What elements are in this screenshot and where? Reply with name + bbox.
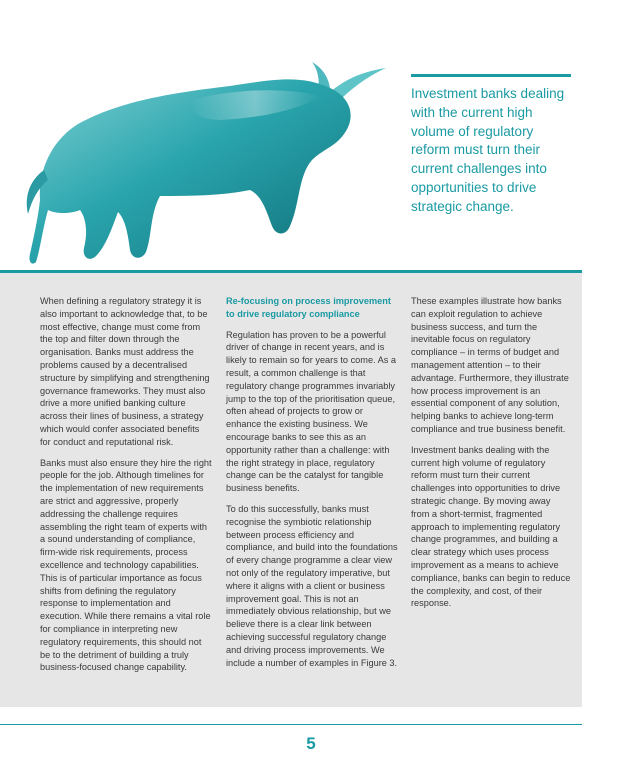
section-heading: Re-focusing on process improvement to drive regulatory compliance — [226, 296, 391, 319]
page-number: 5 — [306, 734, 316, 753]
text-column-1 — [40, 295, 212, 682]
paragraph: To do this successfully, banks must recognise the symbiotic relationship between process efficiency and compliance, and build into the foundations of every change programme a clear view not only of the regulatory imperative, but where it aligns with a client or business improvement goal. This is not an immediately obvious relationship, but we believe there is a clear link between achieving successful regulatory change and driving process improvements. We include a number of examples in Figure 3. — [226, 503, 398, 668]
paragraph: Regulation has proven to be a powerful driver of change in recent years, and is likely to remain so for years to come. As a result, a common challenge is that regulatory change programmes invariably jump to the top of the prioritisation queue, often ahead of projects to grow or enhance the existing business. We encourage banks to see this as an opportunity rather than a challenge: with the right strategy in place, regulatory change can be the catalyst for tangible business benefits. — [226, 329, 397, 494]
pull-quote-text: Investment banks dealing with the current high volume of regulatory reform must turn their current challenges into opportunities to drive strategic change. — [411, 86, 565, 214]
paragraph: These examples illustrate how banks can exploit regulation to achieve business success, and turn the inevitable focus on regulatory compliance – in terms of budget and management attention – to their advantage. Furthermore, they illustrate how process improvement is an essential component of any solution, helping banks to achieve long-term compliance and true business benefit. — [411, 296, 569, 434]
pull-quote-rule — [411, 74, 571, 77]
text-column-2 — [226, 295, 398, 677]
section-divider-bottom — [0, 724, 582, 725]
pull-quote — [411, 74, 571, 217]
text-column-3 — [411, 295, 571, 618]
paragraph: When defining a regulatory strategy it is also important to acknowledge that, to be most effective, change must come from the top and filter down through the organisation. Banks must address the problems caused by a decentralised structure by simplifying and strengthening governance frameworks. They must also drive a more unified banking culture across their lines of business, a strategy which would confer associated benefits for conduct and reputational risk. — [40, 296, 210, 447]
hero-image-area — [0, 0, 638, 270]
paragraph: Banks must also ensure they hire the right people for the job. Although timelines for the implementation of new requirements are strict and aggressive, properly addressing the challenge requires assembling the right team of experts with a sound understanding of compliance, firm-wide risk requirements, process excellence and technology capabilities. This is of particular importance as focus shifts from defining the regulatory response to implementation and execution. While there remains a vital role for compliance in interpreting new regulatory requirements, this should not be to the detriment of building a truly business-focused change capability. — [40, 457, 212, 673]
paragraph: Investment banks dealing with the current high volume of regulatory reform must turn their current challenges into opportunities to drive strategic change. By moving away from a short-termist, fragmented approach to implementing regulatory change programmes, and building a clear strategy which uses process improvement as a means to achieve compliance, banks can begin to reduce the complexity, and cost, of their response. — [411, 444, 571, 609]
